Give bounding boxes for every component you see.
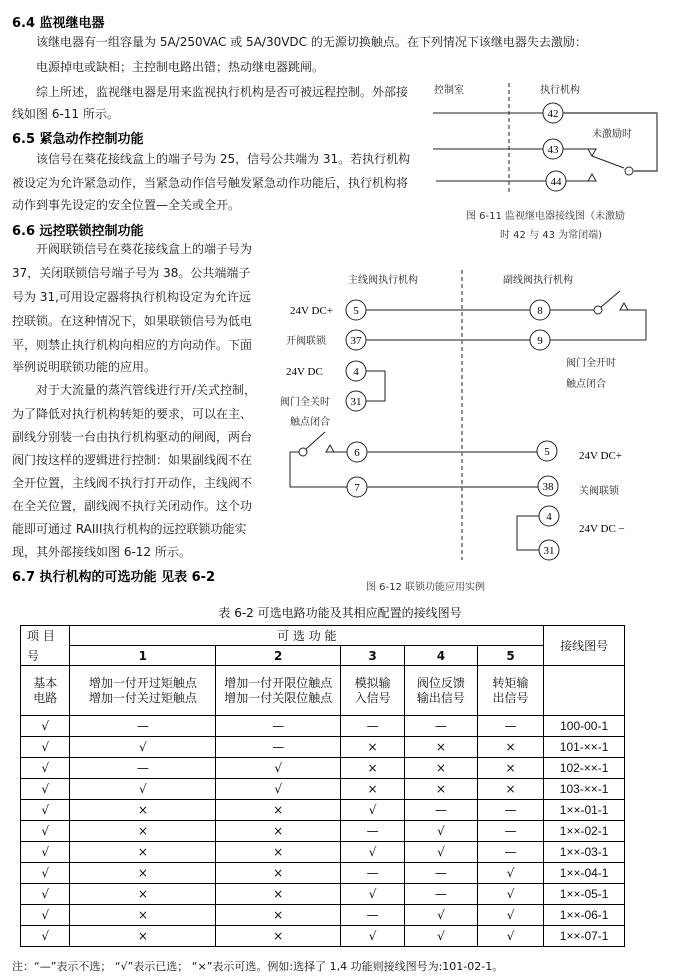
option-mark: ×: [70, 926, 216, 947]
function-description-line: 增加一付关限位触点: [224, 690, 333, 705]
wire: [517, 516, 539, 550]
option-mark: ×: [341, 779, 405, 800]
function-description-line: 输出信号: [416, 690, 465, 705]
label-open-interlock: 开阀联锁: [286, 336, 326, 347]
option-mark: —: [70, 716, 216, 737]
table-6-2: [20, 625, 625, 947]
wiring-number: 1××-05-1: [544, 884, 625, 905]
option-mark: √: [21, 905, 70, 926]
function-description: [404, 666, 477, 716]
switch-blade: [601, 291, 620, 307]
contact-no-icon: [588, 174, 596, 181]
label-24vdc: 24V DC: [286, 366, 323, 378]
option-mark: —: [404, 716, 477, 737]
option-mark: ×: [216, 926, 341, 947]
paragraph-line: 综上所述，监视继电器是用来监视执行机构是否可被远程控制。外部接: [36, 85, 409, 99]
option-mark: —: [404, 884, 477, 905]
paragraph-line: 该继电器有一组容量为 5A/250VAC 或 5A/30VDC 的无源切换触点。在下列情况下该继电器失去激励：: [36, 35, 587, 49]
terminal-label: 6: [354, 447, 360, 459]
section-6-4-heading: 6.4 监视继电器: [12, 16, 105, 31]
function-description: [341, 666, 405, 716]
table-6-2-title: 表 6-2 可选电路功能及其相应配置的接线图号: [218, 606, 462, 620]
option-mark: —: [477, 821, 543, 842]
option-mark: √: [21, 926, 70, 947]
section-6-5-heading: 6.5 紧急动作控制功能: [12, 132, 144, 147]
fig611-caption-line2: 时 42 与 43 为常闭端): [500, 230, 603, 241]
option-mark: —: [216, 716, 341, 737]
option-mark: ×: [341, 737, 405, 758]
terminal-label: 4: [546, 511, 552, 523]
fig612-label-main: 主线阀执行机构: [348, 275, 418, 286]
wiring-number: 1××-01-1: [544, 800, 625, 821]
table-note: 注：“—”表示不选； “√”表示已选； “×”表示可选。例如:选择了 1,4 功能则接线图号为:101-02-1。: [12, 960, 504, 973]
section-6-7-heading: 6.7 执行机构的可选功能 见表 6-2: [12, 570, 216, 585]
function-description-line: 入信号: [354, 690, 391, 705]
wiring-number-blank: [544, 666, 625, 716]
paragraph-line: 号为 31,可用设定器将执行机构设定为允许远: [12, 290, 251, 304]
function-description-line: 出信号: [492, 690, 529, 705]
option-mark: ×: [70, 842, 216, 863]
paragraph-line: 控联锁。在这种情况下，如果联锁信号为低电: [12, 314, 253, 328]
switch-pivot-icon: [594, 306, 602, 314]
table-row: [21, 737, 625, 758]
fig612-caption: 图 6-12 联锁功能应用实例: [366, 582, 486, 593]
paragraph-line: 在全关位置，副线阀不执行关闭动作。这个功: [12, 499, 253, 513]
option-mark: √: [477, 863, 543, 884]
wiring-number: 1××-07-1: [544, 926, 625, 947]
label-full-closed: 阀门全关时: [280, 397, 330, 408]
function-description-line: 阀位反馈: [416, 675, 465, 690]
option-mark: √: [21, 821, 70, 842]
label-24vdc-plus: 24V DC+: [290, 305, 333, 317]
paragraph-line: 对于大流量的蒸汽管线进行开/关式控制，: [36, 383, 257, 397]
paragraph-line: 平，则禁止执行机构向相应的方向动作。下面: [12, 338, 253, 352]
fig612-label-sub: 副线阀执行机构: [503, 275, 573, 286]
wiring-number: 1××-03-1: [544, 842, 625, 863]
wiring-number: 100-00-1: [544, 716, 625, 737]
terminal-label: 5: [353, 305, 359, 317]
terminal-label: 7: [354, 482, 360, 494]
paragraph-line: 被设定为允许紧急动作，当紧急动作信号触发紧急动作功能后，执行机构将: [12, 176, 409, 190]
option-mark: √: [21, 863, 70, 884]
switch-pivot-icon: [625, 167, 633, 175]
contact-no-icon: [326, 445, 334, 452]
terminal-label: 5: [544, 446, 550, 458]
figure-6-12-diagram: [270, 265, 680, 595]
option-mark: ×: [216, 884, 341, 905]
option-mark: —: [477, 716, 543, 737]
table-row: [21, 842, 625, 863]
terminal-label: 31: [543, 545, 555, 557]
table-row: [21, 758, 625, 779]
option-mark: ×: [404, 758, 477, 779]
option-mark: ×: [477, 758, 543, 779]
option-mark: ×: [341, 758, 405, 779]
table-row: [21, 863, 625, 884]
option-mark: √: [21, 716, 70, 737]
function-description: [477, 666, 543, 716]
header-wiring-number: 接线图号: [544, 626, 625, 666]
option-mark: √: [21, 779, 70, 800]
option-mark: —: [404, 863, 477, 884]
terminal-label: 31: [350, 396, 362, 408]
paragraph-line: 阀门按这样的逻辑进行控制：如果副线阀不在: [12, 453, 253, 467]
option-mark: √: [70, 779, 216, 800]
terminal-label: 8: [537, 305, 543, 317]
option-mark: —: [477, 842, 543, 863]
option-mark: —: [341, 716, 405, 737]
option-mark: √: [404, 926, 477, 947]
basic-circuit-label: 基本 电路: [21, 666, 70, 716]
function-description: [70, 666, 216, 716]
paragraph-line: 37，关闭联锁信号端子号为 38。公共端端子: [12, 266, 251, 280]
col-number: 3: [341, 646, 405, 666]
switch-blade: [306, 432, 325, 449]
option-mark: √: [477, 884, 543, 905]
option-mark: √: [70, 737, 216, 758]
option-mark: √: [341, 800, 405, 821]
function-description: [216, 666, 341, 716]
fig611-note: 未激励时: [592, 129, 632, 140]
col-number: 1: [70, 646, 216, 666]
option-mark: —: [404, 800, 477, 821]
option-mark: ×: [70, 800, 216, 821]
function-description-line: 增加一付关过矩触点: [88, 690, 197, 705]
wiring-number: 1××-04-1: [544, 863, 625, 884]
paragraph-line: 现，其外部接线如图 6-12 所示。: [12, 545, 191, 559]
option-mark: —: [341, 863, 405, 884]
option-mark: ×: [477, 779, 543, 800]
header-item-2: 号: [21, 646, 70, 666]
switch-pivot-icon: [299, 448, 307, 456]
option-mark: √: [341, 842, 405, 863]
option-mark: √: [341, 926, 405, 947]
table-row: [21, 821, 625, 842]
label-close-interlock: 关阀联锁: [579, 486, 619, 497]
fig611-label-actuator: 执行机构: [540, 85, 580, 96]
header-optional-functions: 可 选 功 能: [70, 626, 544, 646]
terminal-label: 43: [547, 144, 559, 156]
wire: [290, 452, 348, 487]
option-mark: —: [70, 758, 216, 779]
option-mark: —: [477, 800, 543, 821]
paragraph-line: 能即可通过 RAIII执行机构的远控联锁功能实: [12, 522, 247, 536]
wiring-number: 102-××-1: [544, 758, 625, 779]
paragraph-line: 举例说明联锁功能的应用。: [12, 360, 157, 374]
option-mark: ×: [477, 737, 543, 758]
option-mark: ×: [216, 842, 341, 863]
paragraph-line: 电源掉电或缺相；主控制电路出错；热动继电器跳闸。: [36, 60, 325, 74]
contact-nc-icon: [588, 149, 596, 156]
label-24vdc-plus-sub: 24V DC+: [579, 450, 622, 462]
function-description-line: 增加一付开过矩触点: [88, 675, 197, 690]
terminal-label: 42: [547, 108, 559, 120]
terminal-label: 44: [550, 176, 562, 188]
paragraph-line: 为了降低对执行机构转矩的要求，可以在主、: [12, 407, 253, 421]
option-mark: ×: [70, 884, 216, 905]
table-row: [21, 779, 625, 800]
option-mark: √: [216, 758, 341, 779]
option-mark: ×: [404, 779, 477, 800]
option-mark: √: [21, 842, 70, 863]
label-contact-closed: 触点闭合: [566, 379, 606, 390]
table-row: [21, 926, 625, 947]
function-description-line: 增加一付开限位触点: [224, 675, 333, 690]
header-item: 项 目: [21, 626, 70, 646]
option-mark: √: [21, 884, 70, 905]
option-mark: √: [404, 905, 477, 926]
section-6-6-heading: 6.6 远控联锁控制功能: [12, 224, 144, 239]
wiring-number: 103-××-1: [544, 779, 625, 800]
option-mark: √: [341, 884, 405, 905]
option-mark: √: [404, 842, 477, 863]
fig611-label-control-room: 控制室: [434, 85, 464, 96]
table-row: [21, 905, 625, 926]
paragraph-line: 动作到事先设定的安全位置—全关或全开。: [12, 198, 241, 212]
col-number: 4: [404, 646, 477, 666]
label-contact-closed: 触点闭合: [290, 417, 330, 428]
option-mark: ×: [70, 905, 216, 926]
wire: [366, 371, 385, 401]
option-mark: ×: [70, 821, 216, 842]
option-mark: —: [341, 821, 405, 842]
wiring-number: 101-××-1: [544, 737, 625, 758]
terminal-label: 9: [537, 335, 543, 347]
paragraph-line: 副线分别装一台由执行机构驱动的闸阀，两台: [12, 430, 253, 444]
terminal-label: 4: [353, 366, 359, 378]
table-row: [21, 716, 625, 737]
wiring-number: 1××-02-1: [544, 821, 625, 842]
option-mark: ×: [70, 863, 216, 884]
function-description-line: 转矩输: [492, 675, 529, 690]
description-row: [21, 666, 625, 716]
paragraph-line: 线如图 6-11 所示。: [12, 107, 119, 121]
option-mark: —: [341, 905, 405, 926]
table-row: [21, 884, 625, 905]
option-mark: —: [216, 737, 341, 758]
paragraph-line: 该信号在葵花接线盒上的端子号为 25，信号公共端为 31。若执行机构: [36, 152, 411, 166]
contact-no-icon: [620, 303, 628, 310]
switch-blade: [592, 156, 624, 168]
option-mark: √: [216, 779, 341, 800]
option-mark: ×: [404, 737, 477, 758]
col-number: 5: [477, 646, 543, 666]
paragraph-line: 开阀联锁信号在葵花接线盒上的端子号为: [36, 242, 253, 256]
option-mark: √: [477, 926, 543, 947]
option-mark: √: [21, 737, 70, 758]
option-mark: ×: [216, 905, 341, 926]
paragraph-line: 全开位置，主线阀不执行打开动作，主线阀不: [12, 476, 253, 490]
col-number: 2: [216, 646, 341, 666]
wiring-number: 1××-06-1: [544, 905, 625, 926]
option-mark: √: [21, 758, 70, 779]
function-description-line: 模拟输: [354, 675, 391, 690]
terminal-label: 37: [350, 335, 362, 347]
option-mark: √: [477, 905, 543, 926]
label-24vdc-minus: 24V DC −: [579, 523, 625, 535]
option-mark: ×: [216, 800, 341, 821]
option-mark: ×: [216, 821, 341, 842]
option-mark: ×: [216, 863, 341, 884]
terminal-label: 38: [542, 481, 554, 493]
fig611-caption-line1: 图 6-11 监视继电器接线图（未激励: [466, 211, 626, 222]
option-mark: √: [404, 821, 477, 842]
label-full-open: 阀门全开时: [566, 358, 616, 369]
table-row: [21, 800, 625, 821]
option-mark: √: [21, 800, 70, 821]
